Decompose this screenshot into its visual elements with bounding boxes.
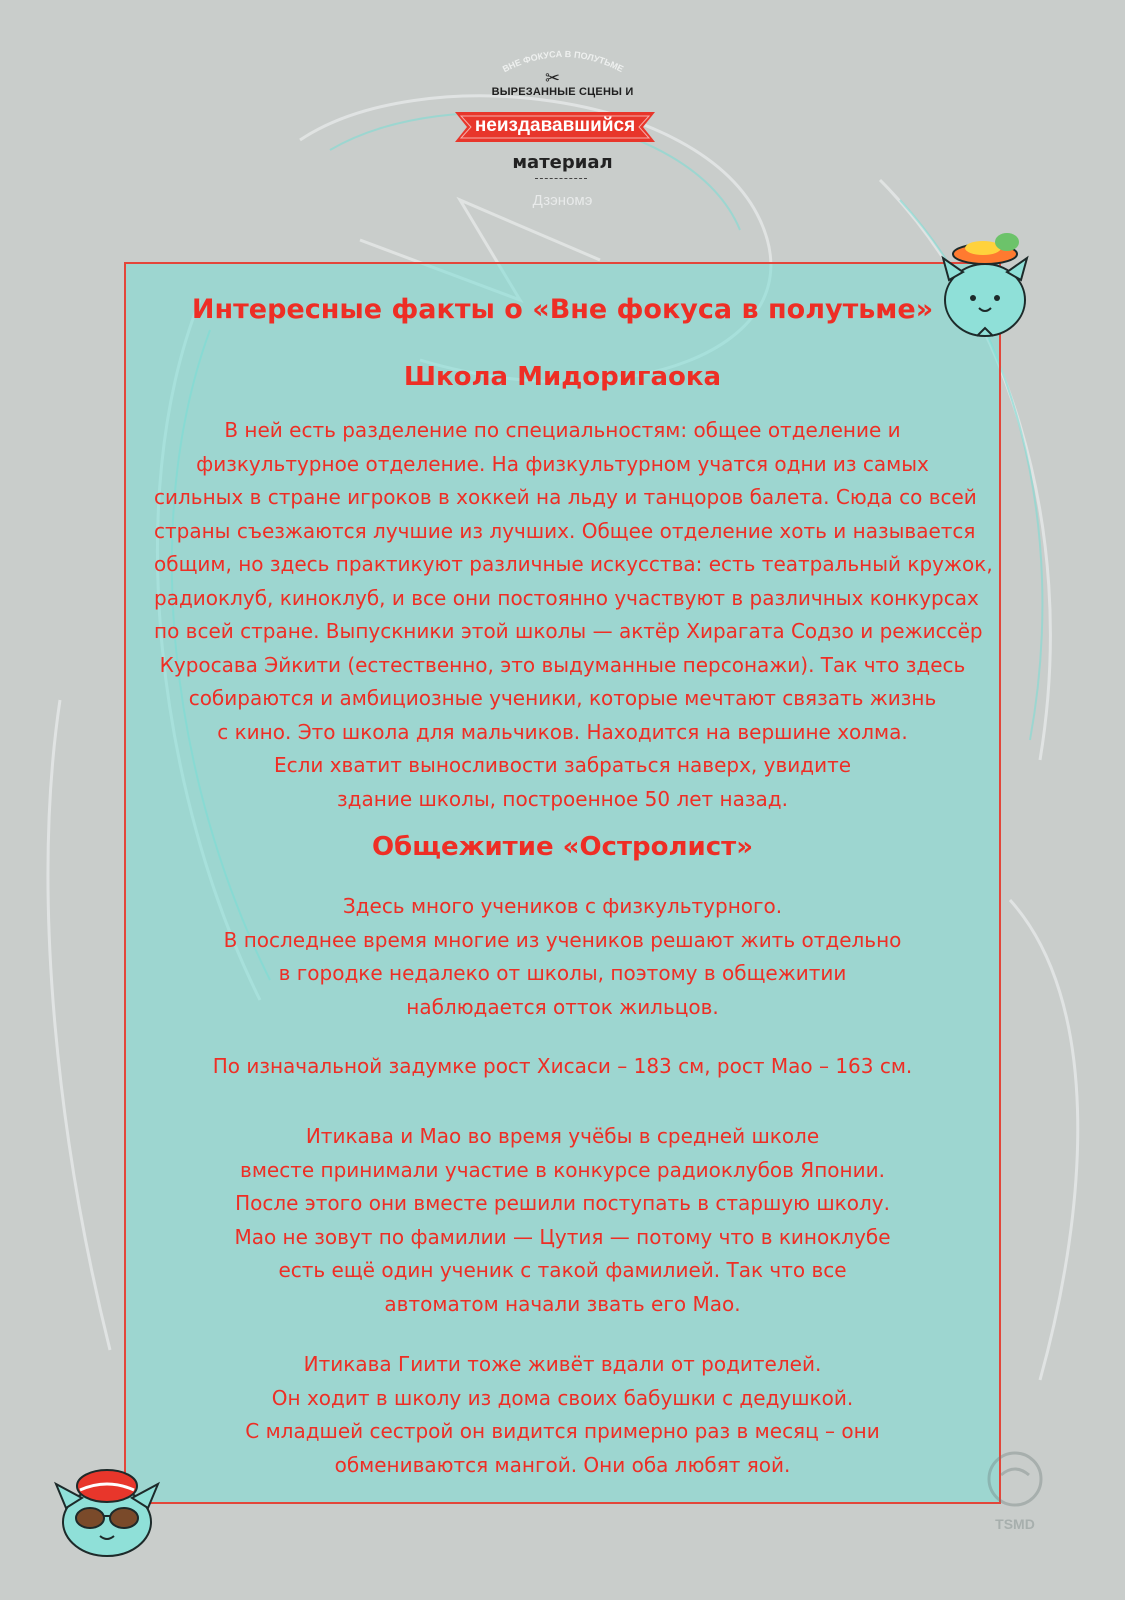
text-line: Куросава Эйкити (естественно, это выдуманные персонажи). Так что здесь [159,652,966,677]
text-line: автоматом начали звать его Мао. [384,1291,741,1316]
text-line: наблюдается отток жильцов. [406,994,719,1019]
text-line: Мао не зовут по фамилии — Цутия — потому что в киноклубе [234,1224,891,1249]
text-line: По изначальной задумке рост Хисаси – 183 см, рост Мао – 163 см. [212,1054,913,1078]
svg-text:ВНЕ ФОКУСА В ПОЛУТЬМЕ: ВНЕ ФОКУСА В ПОЛУТЬМЕ [500,48,626,75]
header-divider [535,178,587,179]
text-line: страны съезжаются лучшие из лучших. Общее отделение хоть и называется [154,518,976,543]
header-line-1: ВЫРЕЗАННЫЕ СЦЕНЫ И [491,86,634,98]
text-line: здание школы, построенное 50 лет назад. [337,786,788,811]
text-line: обмениваются мангой. Они оба любят яой. [334,1452,791,1477]
tsmd-watermark [975,1445,1055,1535]
height-note [154,1050,971,1084]
dorm-paragraph [154,890,971,1024]
school-paragraph [154,414,993,816]
text-line: общим, но здесь практикуют различные искусства: есть театральный кружок, [154,552,993,576]
text-line: Здесь много учеников с физкультурного. [342,894,783,918]
text-line: В ней есть разделение по специальностям: общее отделение и [224,418,901,442]
text-line: с кино. Это школа для мальчиков. Находится на вершине холма. [217,719,908,744]
page-title: Интересные факты о «Вне фокуса в полутьме» [191,294,934,325]
header-arc-title [488,38,638,78]
text-line: по всей стране. Выпускники этой школы — актёр Хирагата Содзо и режиссёр [154,619,983,643]
text-line: Он ходит в школу из дома своих бабушки с дедушкой. [271,1385,854,1410]
cat-mascot-with-sunglasses [52,1460,162,1560]
svg-text:TSMD: TSMD [995,1516,1035,1532]
text-line: Итикава Гиити тоже живёт вдали от родителей. [303,1352,822,1376]
dorm-heading: Общежитие «Остролист» [371,832,754,862]
text-line: физкультурное отделение. На физкультурном учатся одни из самых [196,451,929,476]
text-line: радиоклуб, киноклуб, и все они постоянно участвуют в различных конкурсах [154,585,979,610]
text-line: После этого они вместе решили поступать в старшую школу. [235,1191,890,1215]
cat-mascot-with-hat [935,228,1035,346]
itikawa-mao-paragraph [154,1120,971,1321]
text-line: Итикава и Мао во время учёбы в средней школе [305,1124,820,1148]
text-line: есть ещё один ученик с такой фамилией. Так что все [278,1258,847,1282]
text-line: в городке недалеко от школы, поэтому в общежитии [278,961,847,985]
text-line: С младшей сестрой он видится примерно раз в месяц – они [245,1419,880,1443]
text-line: сильных в стране игроков в хоккей на льду и танцоров балета. Сюда со всей [154,485,977,509]
text-line: В последнее время многие из учеников решают жить отдельно [223,927,902,952]
author-name: Дзэномэ [532,192,593,209]
itikawa-giiti-paragraph [154,1348,971,1482]
header-line-3: материал [512,152,613,173]
school-heading: Школа Мидоригаока [403,362,722,392]
header-ribbon-text: неиздававшийся [474,115,636,136]
text-line: вместе принимали участие в конкурсе радиоклубов Японии. [240,1157,885,1182]
scissors-icon: ✂ [545,68,561,89]
text-line: Если хватит выносливости забраться наверх, увидите [273,753,852,777]
text-line: собираются и амбициозные ученики, которые мечтают связать жизнь [188,686,937,710]
